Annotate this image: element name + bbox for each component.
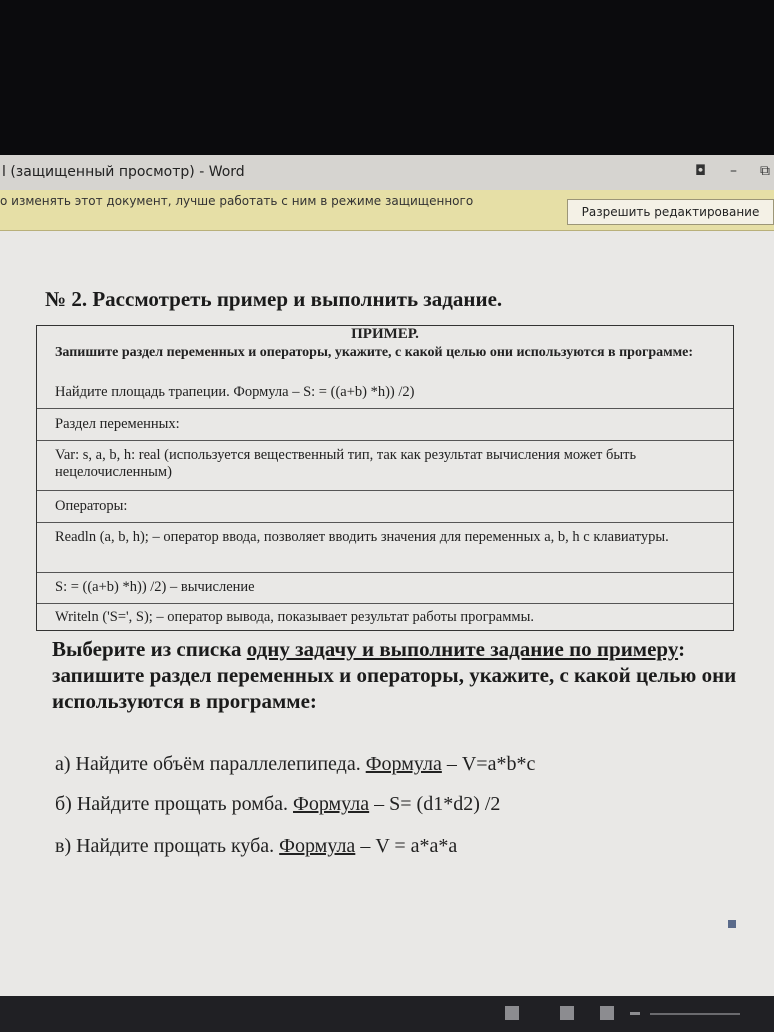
protected-view-message: о изменять этот документ, лучше работать с ним в режиме защищенного: [0, 194, 474, 208]
ops-label: Операторы:: [55, 498, 128, 514]
task-title: № 2. Рассмотреть пример и выполнить задание.: [45, 287, 503, 311]
option-a: [55, 753, 535, 776]
option-text: б) Найдите прощать ромба.: [55, 793, 294, 815]
example-task: Запишите раздел переменных и операторы, укажите, с какой целью они используются в программе:: [55, 345, 694, 360]
ribbon-display-options-icon[interactable]: ◘: [695, 163, 707, 179]
divider: [37, 572, 733, 573]
option-b: [55, 793, 500, 816]
document-page: [0, 231, 774, 996]
minimize-icon[interactable]: –: [730, 163, 737, 179]
formula: – V = a*a*a: [355, 835, 458, 857]
protected-view-bar: [0, 190, 774, 231]
read-mode-icon[interactable]: [505, 1006, 519, 1020]
enable-editing-button[interactable]: Разрешить редактирование: [567, 199, 774, 225]
calc-line: S: = ((a+b) *h)) /2) – вычисление: [55, 579, 255, 595]
select-text-underlined: одну задачу и выполните задание по примеру: [246, 637, 679, 661]
example-box: [36, 325, 734, 631]
divider: [37, 408, 733, 409]
web-layout-icon[interactable]: [600, 1006, 614, 1020]
option-c: [55, 835, 457, 858]
vars-label: Раздел переменных:: [55, 416, 180, 432]
option-text: а) Найдите объём параллелепипеда.: [55, 753, 366, 775]
divider: [37, 440, 733, 441]
window-title: l (защищенный просмотр) - Word: [2, 164, 245, 180]
option-text: в) Найдите прощать куба.: [55, 835, 280, 857]
example-heading: ПРИМЕР.: [351, 326, 419, 342]
divider: [37, 522, 733, 523]
print-layout-icon[interactable]: [560, 1006, 574, 1020]
writeln-line: Writeln ('S=', S); – оператор вывода, показывает результат работы программы.: [55, 609, 534, 625]
zoom-slider[interactable]: [650, 1013, 740, 1015]
divider: [37, 603, 733, 604]
example-find: Найдите площадь трапеции. Формула – S: = ((a+b) *h)) /2): [55, 384, 415, 400]
title-bar: [0, 155, 774, 191]
readln-line: Readln (a, b, h); – оператор ввода, позволяет вводить значения для переменных a, b, h с клавиатуры.: [55, 529, 669, 545]
formula-word: Формула: [365, 753, 442, 775]
zoom-out-icon[interactable]: [630, 1012, 640, 1015]
monitor-bezel-area: [0, 0, 774, 155]
restore-icon[interactable]: ⧉: [760, 163, 770, 179]
status-bar: [0, 996, 774, 1032]
select-text-part1: Выберите из списка: [52, 637, 247, 661]
divider: [37, 490, 733, 491]
formula-word: Формула: [279, 835, 356, 857]
formula-word: Формула: [293, 793, 370, 815]
select-task-text: [52, 636, 742, 714]
resize-marker: [728, 920, 736, 928]
var-line: Var: s, a, b, h: real (используется вещественный тип, так как результат вычисления может быть нецелочисленным): [55, 447, 637, 480]
select-text-part3: : запишите раздел переменных и операторы, укажите, с какой целью они используются в программе:: [52, 637, 737, 713]
formula: – V=a*b*c: [441, 753, 536, 775]
formula: – S= (d1*d2) /2: [369, 793, 501, 815]
